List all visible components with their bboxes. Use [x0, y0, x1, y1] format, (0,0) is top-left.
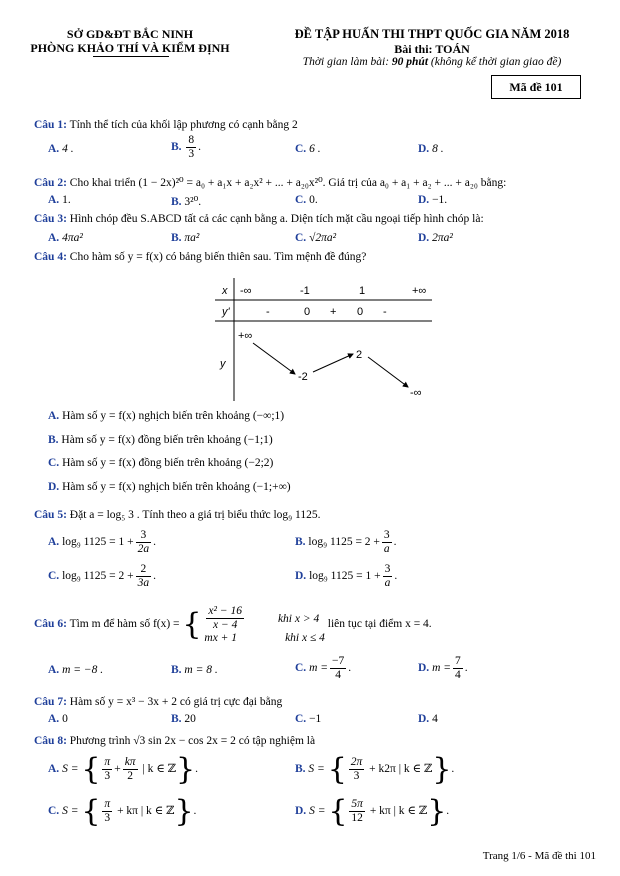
q8-option-a[interactable]: A. S = { $\frac{\pi}{3}$ + $\frac{k\pi}{2}$ | k ∈ ℤ}.	[48, 752, 198, 787]
numerator: −7	[332, 655, 345, 667]
denominator: 3	[188, 148, 195, 160]
numerator: 2	[136, 563, 152, 577]
exam-title: ĐỀ TẬP HUẤN THI THPT QUỐC GIA NĂM 2018	[294, 27, 570, 41]
question-label: Câu 6:	[34, 618, 67, 631]
time-value: 90 phút	[391, 56, 429, 68]
right-brace: }	[432, 752, 452, 787]
yp-val-1: -	[266, 306, 270, 318]
question-text: Đặt a = log₅ 3 . Tính theo a giá trị biểu thức log₉ 1125.	[69, 509, 321, 521]
question-5	[34, 509, 320, 521]
option-letter: C.	[295, 143, 307, 155]
set-prefix: S =	[308, 763, 325, 776]
option-letter: C.	[295, 662, 307, 675]
question-label: Câu 8:	[34, 735, 67, 747]
numerator: 3	[136, 529, 152, 543]
question-2	[34, 175, 506, 189]
q3-option-b[interactable]	[171, 232, 199, 244]
denominator: 3	[104, 770, 111, 782]
y-val-1: +∞	[238, 330, 253, 342]
question-label: Câu 3:	[34, 213, 67, 225]
q2-option-b[interactable]	[171, 194, 201, 208]
q8-option-c[interactable]: C. S = { $\frac{\pi}{3}$ + kπ | k ∈ ℤ}.	[48, 794, 197, 829]
option-letter: B.	[295, 536, 306, 549]
denominator: 4	[455, 669, 461, 681]
q4-option-c[interactable]	[48, 457, 273, 469]
q6-option-c[interactable]: C. m = $\frac{-7}{4}$ .	[295, 655, 352, 681]
set-condition: + kπ | k ∈ ℤ	[369, 805, 428, 818]
q7-option-d[interactable]	[418, 713, 438, 725]
set-prefix: S =	[62, 763, 79, 776]
question-text: Tính thể tích của khối lập phương có cạnh bằng 2	[69, 119, 298, 131]
q6-option-d[interactable]: D. m = $\frac{7}{4}$ .	[418, 655, 468, 681]
question-text: Cho hàm số y = f(x) có bảng biến thiên sau. Tìm mệnh đề đúng?	[69, 251, 367, 263]
yp-val-3: +	[330, 306, 337, 318]
y-val-3: 2	[356, 349, 363, 361]
option-value: Hàm số y = f(x) nghịch biến trên khoảng (−1;+∞)	[62, 481, 291, 493]
option-letter: A.	[48, 143, 60, 155]
option-value: log₉ 1125 = 2 +	[62, 570, 134, 583]
q8-option-d[interactable]: D. S = { $\frac{5\pi}{12}$ + kπ | k ∈ ℤ}.	[295, 794, 450, 829]
option-letter: A.	[48, 763, 60, 776]
option-value: log₉ 1125 = 1 +	[62, 536, 134, 549]
option-letter: D.	[418, 194, 430, 206]
question-label: Câu 5:	[34, 509, 67, 521]
numerator: π	[104, 756, 111, 768]
option-value: 6 .	[309, 143, 321, 155]
x-label: x	[222, 285, 228, 297]
option-value: log₉ 1125 = 1 +	[309, 570, 381, 583]
option-letter: D.	[295, 805, 307, 818]
option-letter: B.	[171, 196, 182, 208]
q6-option-b[interactable]	[171, 664, 218, 676]
option-letter: D.	[418, 713, 430, 725]
exam-code: Mã đề 101	[509, 79, 563, 94]
option-letter: C.	[295, 232, 307, 244]
option-letter: C.	[48, 457, 60, 469]
yp-label: y'	[222, 306, 230, 318]
dept-name: SỞ GD&ĐT BẮC NINH	[66, 27, 194, 41]
exam-code-box	[491, 75, 581, 99]
left-brace: {	[182, 607, 202, 642]
right-brace: }	[176, 752, 196, 787]
q1-option-c[interactable]	[295, 143, 321, 155]
option-value: −1.	[432, 194, 448, 206]
exam-time	[303, 56, 562, 68]
option-value: πa²	[184, 232, 200, 244]
option-letter: C.	[48, 570, 60, 583]
option-value: m = −8 .	[62, 664, 104, 676]
q8-option-b[interactable]: B. S = { $\frac{2\pi}{3}$ + k2π | k ∈ ℤ}.	[295, 752, 455, 787]
left-brace: {	[81, 794, 101, 829]
set-condition: + kπ | k ∈ ℤ	[117, 805, 175, 818]
set-prefix: S =	[309, 805, 326, 818]
arrow-down-2	[368, 357, 408, 387]
option-letter: A.	[48, 536, 60, 549]
option-letter: B.	[171, 664, 182, 676]
question-6	[34, 605, 432, 644]
numerator: 2π	[350, 756, 363, 768]
option-letter: C.	[295, 194, 307, 206]
left-brace: {	[81, 752, 101, 787]
page-footer: Trang 1/6 - Mã đề thi 101	[482, 850, 596, 862]
header-underline	[93, 56, 169, 57]
option-value: Hàm số y = f(x) đồng biến trên khoảng (−1;1)	[61, 434, 273, 446]
q5-option-d[interactable]: D. log₉ 1125 = 1 + $\frac{3}{a}$ .	[295, 563, 398, 589]
option-letter: A.	[48, 410, 60, 422]
option-letter: D.	[418, 143, 430, 155]
q3-option-a[interactable]	[48, 232, 83, 244]
fraction	[349, 756, 365, 783]
option-letter: B.	[171, 713, 182, 725]
right-brace: }	[427, 794, 447, 829]
option-letter: A.	[48, 194, 60, 206]
denominator: 3	[353, 770, 360, 782]
question-text: Cho khai triển (1 − 2x)²⁰ = a₀ + a₁x + a₂x² + ... + a₂₀x²⁰. Giá trị của a₀ + a₁ + a₂ + ... + a₂₀ bằng:	[69, 177, 507, 189]
arrow-down-1	[253, 343, 295, 374]
q3-option-c[interactable]	[295, 232, 336, 244]
option-letter: A.	[48, 664, 60, 676]
yp-val-4: 0	[357, 306, 364, 318]
left-brace: {	[328, 794, 348, 829]
option-value: 0.	[309, 194, 318, 206]
denominator: 2a	[137, 543, 150, 555]
q6-option-a[interactable]	[48, 664, 103, 676]
fraction	[102, 756, 112, 783]
option-value: √2πa²	[309, 232, 337, 244]
option-value: 4 .	[62, 143, 74, 155]
x-val-1: -∞	[240, 285, 252, 297]
denominator: 4	[335, 669, 342, 681]
denominator: 3	[104, 812, 111, 824]
fraction	[136, 563, 152, 590]
option-letter: B.	[48, 434, 59, 446]
denominator: 3a	[137, 577, 150, 589]
set-prefix: S =	[62, 805, 79, 818]
question-label: Câu 2:	[34, 177, 67, 189]
x-val-4: +∞	[412, 285, 427, 297]
case-condition: khi x ≤ 4	[285, 632, 325, 644]
option-value: −1	[309, 713, 322, 725]
question-text: Tìm m để hàm số f(x) =	[69, 618, 180, 631]
operator: +	[114, 763, 121, 776]
option-value: m = 8 .	[184, 664, 218, 676]
denominator: a	[384, 577, 391, 589]
option-letter: D.	[295, 570, 307, 583]
option-letter: B.	[171, 141, 182, 154]
fraction	[136, 529, 152, 556]
q2-option-d[interactable]	[418, 194, 447, 206]
fraction	[123, 756, 138, 783]
numerator: 5π	[351, 798, 363, 810]
denominator: 2	[127, 770, 133, 782]
option-value: 1.	[62, 194, 71, 206]
option-value: 3²⁰.	[184, 196, 202, 208]
denominator: x − 4	[212, 619, 238, 631]
exam-subject: Bài thi: TOÁN	[394, 42, 470, 56]
option-letter: B.	[295, 763, 306, 776]
question-3	[34, 213, 484, 225]
q1-option-a[interactable]	[48, 143, 74, 155]
question-text-post: liên tục tại điểm x = 4.	[327, 618, 432, 631]
question-8	[34, 735, 315, 747]
q2-option-a[interactable]	[48, 194, 71, 206]
yp-val-2: 0	[304, 306, 311, 318]
piecewise-cases	[204, 605, 325, 644]
x-val-2: -1	[300, 285, 310, 297]
numerator: 7	[455, 655, 461, 667]
y-val-4: -∞	[410, 387, 422, 399]
option-value: m =	[309, 662, 329, 675]
question-7	[34, 696, 282, 708]
q2-option-c[interactable]	[295, 194, 318, 206]
question-label: Câu 7:	[34, 696, 67, 708]
numerator: π	[104, 798, 111, 810]
office-name: PHÒNG KHẢO THÍ VÀ KIỂM ĐỊNH	[30, 41, 230, 55]
question-1	[34, 119, 298, 131]
question-label: Câu 1:	[34, 119, 67, 131]
question-text: Phương trình √3 sin 2x − cos 2x = 2 có tập nghiệm là	[69, 735, 316, 747]
set-condition: + k2π | k ∈ ℤ	[369, 763, 433, 776]
variation-table	[210, 275, 440, 405]
fraction	[383, 563, 393, 590]
fraction	[330, 655, 346, 682]
case-condition: khi x > 4	[277, 612, 320, 625]
q1-option-d[interactable]	[418, 143, 444, 155]
option-value: Hàm số y = f(x) đồng biến trên khoảng (−2;2)	[62, 457, 274, 469]
case-2	[204, 632, 325, 644]
fraction	[102, 798, 112, 825]
option-value: 4	[432, 713, 438, 725]
numerator: kπ	[124, 756, 136, 768]
q3-option-d[interactable]	[418, 232, 453, 244]
fraction	[382, 529, 392, 556]
time-suffix: (không kể thời gian giao đề)	[428, 56, 562, 68]
y-val-2: -2	[298, 371, 308, 383]
case-1	[204, 605, 325, 632]
q5-option-a[interactable]: A. log₉ 1125 = 1 + $\frac{3}{2a}$ .	[48, 529, 156, 555]
time-prefix: Thời gian làm bài:	[302, 56, 392, 68]
option-value: 4πa²	[62, 232, 83, 244]
option-value: 2πa²	[432, 232, 453, 244]
question-text: Hàm số y = x³ − 3x + 2 có giá trị cực đại bằng	[69, 696, 283, 708]
option-letter: A.	[48, 232, 60, 244]
question-text: Hình chóp đều S.ABCD tất cả các cạnh bằng a. Diện tích mặt cầu ngoại tiếp hình chóp là:	[69, 213, 484, 225]
set-condition: | k ∈ ℤ	[142, 763, 177, 776]
option-value: 20	[184, 713, 196, 725]
denominator: 12	[351, 812, 363, 824]
q5-option-b[interactable]: B. log₉ 1125 = 2 + $\frac{3}{a}$ .	[295, 529, 397, 555]
x-val-3: 1	[359, 285, 366, 297]
option-value: 8 .	[432, 143, 444, 155]
numerator: 3	[384, 563, 391, 575]
option-letter: D.	[48, 481, 60, 493]
fraction	[349, 798, 365, 825]
q5-option-c[interactable]: C. log₉ 1125 = 2 + $\frac{2}{3a}$ .	[48, 563, 156, 589]
numerator: 3	[383, 529, 390, 541]
case-expression: mx + 1	[204, 632, 238, 644]
option-letter: D.	[418, 662, 430, 675]
yp-val-5: -	[383, 306, 387, 318]
q4-option-b[interactable]	[48, 434, 273, 446]
fraction	[186, 134, 196, 161]
option-letter: D.	[418, 232, 430, 244]
numerator: 8	[188, 134, 195, 146]
left-brace: {	[327, 752, 347, 787]
right-brace: }	[174, 794, 194, 829]
q7-option-b[interactable]	[171, 713, 196, 725]
q7-option-c[interactable]	[295, 713, 321, 725]
option-letter: B.	[171, 232, 182, 244]
option-value: m =	[432, 662, 452, 675]
q4-option-a[interactable]	[48, 410, 284, 422]
option-value: 0	[62, 713, 68, 725]
option-value: log₉ 1125 = 2 +	[308, 536, 380, 549]
denominator: a	[383, 543, 390, 555]
numerator: x² − 16	[208, 605, 242, 617]
option-letter: A.	[48, 713, 60, 725]
fraction	[206, 605, 244, 632]
q4-option-d[interactable]	[48, 481, 291, 493]
arrow-up	[313, 354, 353, 372]
option-letter: C.	[295, 713, 307, 725]
y-label: y	[220, 358, 226, 370]
fraction	[453, 655, 463, 682]
option-value: Hàm số y = f(x) nghịch biến trên khoảng (−∞;1)	[62, 410, 285, 422]
q1-option-b[interactable]: B. $\frac{8}{3}$ .	[171, 134, 202, 160]
option-letter: C.	[48, 805, 60, 818]
question-4	[34, 251, 366, 263]
question-label: Câu 4:	[34, 251, 67, 263]
q7-option-a[interactable]	[48, 713, 68, 725]
